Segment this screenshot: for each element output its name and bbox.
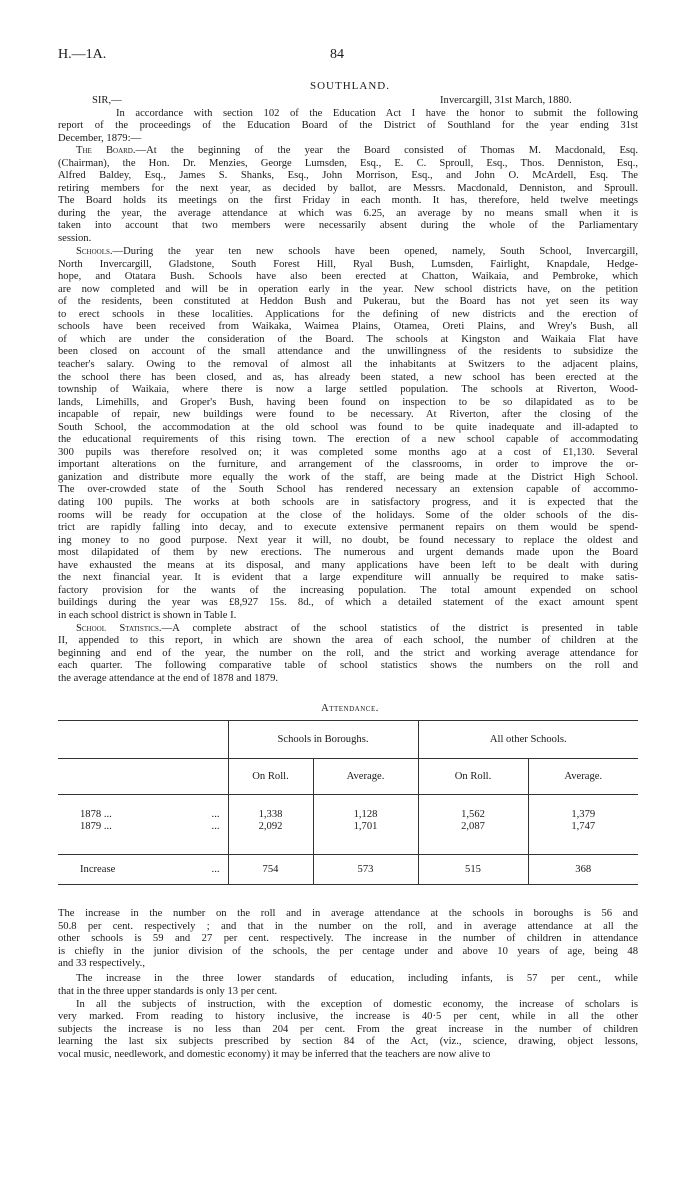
col-header-roll: On Roll. [228,759,313,795]
schools-line: in each school district is shown in Table I. [58,609,237,621]
statistics-line: the average attendance at the end of 1878 and 1879. [58,672,279,684]
schools-line: township of Waikaia, where there is now a large settled population. The schools at Riverton, Wood- [58,384,638,396]
schools-line: ing money to no good purpose. Next year it will, no doubt, be found necessary to replace the oldest and [58,534,638,546]
col-header-roll: On Roll. [418,759,528,795]
schools-line: been closed on account of the small attendance and the unwillingness of the residents to subsidize the [58,346,638,358]
statistics-line: each quarter. The following comparative table of school statistics shows the numbers on the roll and [58,660,638,672]
salutation: SIR,— [92,95,122,106]
schools-line: rooms will be ready for occupation at the close of the holidays. Some of the older schools of the dis- [58,509,638,521]
board-line: Alfred Baldey, Esq., James S. Shanks, Esq., John Morrison, Esq., and John O. McArdell, Esq. The [58,170,638,182]
board-line: The Board.—At the beginning of the year the Board consisted of Thomas M. Macdonald, Esq. [76,145,639,156]
attendance-table [58,720,638,887]
schools-line: most dilapidated of them by new erections. The numerous and urgent demands made upon the Board [58,547,638,559]
group-header-boroughs: Schools in Boroughs. [228,721,418,759]
intro-line: December, 1879:— [58,132,142,144]
section-title: SOUTHLAND. [310,80,390,92]
table-row: 1878 ... ... 1,338 1,128 1,562 1,379 [58,809,638,821]
subjects-line: very marked. From reading to history inclusive, the increase is 40·5 per cent, while in all the other [58,1011,638,1023]
table-row-increase: Increase ... 754 573 515 368 [58,855,638,885]
schools-line: dating 100 pupils. The works at both schools are in satisfactory progress, and it is expected that the [58,497,638,508]
schools-line: North Invercargill, Gladstone, South Forest Hill, Ryal Bush, Lumsden, Fairlight, Knapdale, Hedge- [58,258,638,270]
subjects-line: In all the subjects of instruction, with the exception of domestic economy, the increase of scholars is [76,998,638,1010]
statistics-line: II, appended to this report, in which are shown the area of each school, the number of children at the [58,635,638,647]
subjects-line: vocal music, needlework, and domestic economy) it may be inferred that the teachers are now alive to [58,1048,491,1060]
schools-line: schools have been received from Waikaka, Waimea Plains, Otamea, Oreti Plains, and Wrey's Bush, all [58,321,638,333]
analysis-line: other schools is 59 and 27 per cent. respectively. The increase in the number of children in attendance [58,933,638,945]
col-header-average: Average. [528,759,638,795]
analysis-line: and 33 respectively., [58,958,145,970]
schools-line: ganization and distribute more equally the work of the staff, are being made at the District High School. [58,471,638,483]
intro-line: In accordance with section 102 of the Education Act I have the honor to submit the following [116,107,638,119]
schools-line: important alterations on the furniture, and arrangement of the classrooms, in order to improve the or- [58,459,638,471]
schools-line: to erect schools in these localities. Applications for the defining of new districts and the erection of [58,308,638,320]
page-number: 84 [330,47,344,62]
schools-line: buildings during the year was £8,927 15s. 8d., of which a detailed statement of the exact amount spent [58,597,638,609]
table-row: 1879 ... ... 2,092 1,701 2,087 1,747 [58,821,638,833]
analysis-line: The increase in the number on the roll and in average attendance at the schools in boroughs is 56 and [58,908,638,919]
schools-line: of which are under the consideration of the Board. The schools at Kingston and Waikaia Flat have [58,333,638,345]
board-line: during the year, the average attendance at which was 6.25, an average by no means small when it is [58,207,638,219]
schools-line: lands, Limehills, and Groper's Bush, having been found on inspection to be so dilapidated as to be [58,396,638,408]
analysis-line: 50.8 per cent. respectively ; and that in the number on the roll, and in average attendance at all the [58,920,638,932]
board-heading: The Board. [76,145,136,156]
board-line: session. [58,232,92,244]
schools-line: hope, and Otatara Bush. Schools have also been erected at Chatton, Waikaia, and Pembroke, which [58,271,638,283]
schools-line: The over-crowded state of the South School has rendered necessary an extension capable of accommo- [58,484,638,496]
statistics-heading: School Statistics. [76,622,162,634]
board-line: The Board holds its meetings on the first Friday in each month. It has, therefore, held twelve meetings [58,195,638,207]
analysis-line: is chiefly in the junior division of the schools, the per centage under and above 10 years of age, being 48 [58,945,638,957]
schools-line: Schools.—During the year ten new schools have been opened, namely, South School, Invercargill, [76,246,638,257]
table-stub [58,721,228,759]
schools-line: 300 pupils was therefore resolved on; it was completed some months ago at a cost of £1,130. Several [58,446,638,458]
page-code: H.—1A. [58,47,107,62]
statistics-line: beginning and end of the year, the number on the roll, and the strict and working average attendance for [58,647,638,659]
standards-line: The increase in the three lower standards of education, including infants, is 57 per cent., while [76,973,638,984]
schools-line: South School, the accommodation at the old school was found to be quite inadequate and ill-adapted to [58,421,638,433]
schools-line: factory provision for the wants of the increasing population. The total amount expended on school [58,584,638,596]
col-header-average: Average. [313,759,418,795]
schools-line: of the residents, been constituted at Heddon Bush and Pukerau, but the Board has not yet seen its way [58,296,638,308]
schools-line: incapable of repair, new buildings were found to be necessary. At Riverton, after the closing of the [58,409,638,421]
schools-line: the next financial year. It is evident that a large expenditure will annually be required to make satis- [58,572,638,584]
group-header-other: All other Schools. [418,721,638,759]
subjects-line: subjects the increase is no less than 204 per cent. From the great increase in the number of children [58,1023,638,1035]
schools-line: have exhausted the means at its disposal, and many applications have been left to be dealt with during [58,559,638,571]
schools-heading: Schools. [76,246,113,257]
subjects-line: learning the last six subjects prescribed by section 84 of the Act, (viz., science, drawing, object lessons, [58,1036,638,1048]
table-title: Attendance. [321,703,379,714]
board-line: (Chairman), the Hon. Dr. Menzies, George Lumsden, Esq., E. C. Sproull, Esq., Thos. Denniston, Esq., [58,157,638,169]
board-line: taken into account that two members were necessarily absent during the whole of the Parliamentary [58,220,638,232]
standards-line: that in the three upper standards is only 13 per cent. [58,985,278,997]
schools-line: the educational requirements of this rising town. The erection of a new school capable of accommodating [58,434,638,446]
schools-line: teacher's salary. Owing to the removal of almost all the inhabitants at Switzers to the adjacent plains, [58,358,638,370]
board-line: retiring members for the next year, as decided by ballot, are Messrs. Macdonald, Denniston, and Sproull. [58,182,638,194]
schools-line: the school there has been closed, and as, has already been stated, a new school has been erected at the [58,371,638,383]
schools-line: are now completed and will be in operation early in the year. New school districts have, on the petition [58,283,638,295]
statistics-line: School Statistics.—A complete abstract of the school statistics of the district is presented in table [76,622,638,634]
schools-line: trict are rapidly falling into decay, and to execute extensive permanent repairs on them would be spend- [58,522,638,534]
intro-line: report of the proceedings of the Education Board of the District of Southland for the year ending 31st [58,120,638,132]
dateline: Invercargill, 31st March, 1880. [440,95,572,106]
